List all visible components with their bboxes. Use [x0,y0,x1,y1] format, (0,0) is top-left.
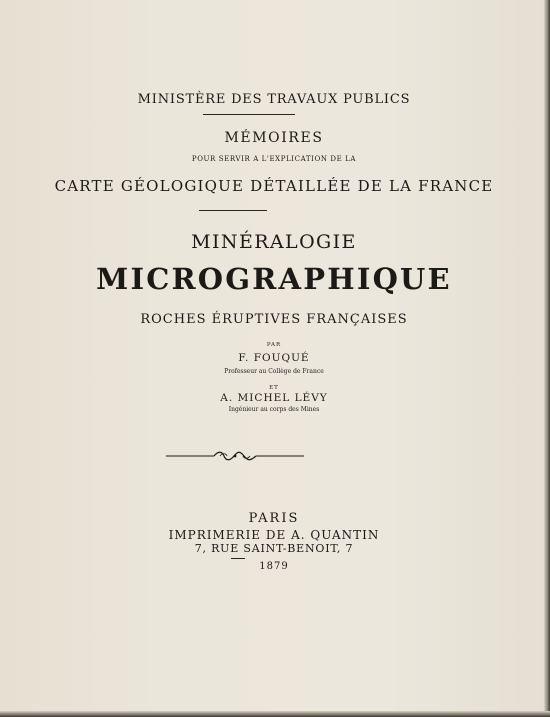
author-affiliation: Professeur au Collège de France [224,368,324,375]
series-subtitle: POUR SERVIR A L'EXPLICATION DE LA [191,155,357,163]
ministry-heading: MINISTÈRE DES TRAVAUX PUBLICS [137,92,411,107]
by-label: PAR [266,342,282,348]
and-label: ET [269,385,279,391]
author-name: F. FOUQUÉ [238,352,310,364]
imprint-year: 1879 [259,561,289,572]
page-edge-shadow [544,0,550,717]
author-affiliation: Ingénieur au corps des Mines [228,406,320,413]
divider-rule [199,210,267,211]
divider-rule [203,114,295,115]
series-title: MÉMOIRES [224,130,324,146]
imprint-city: PARIS [248,511,300,526]
book-subtitle: ROCHES ÉRUPTIVES FRANÇAISES [140,312,408,327]
page-edge-shadow [0,711,550,717]
series-name: CARTE GÉOLOGIQUE DÉTAILLÉE DE LA FRANCE [54,177,494,195]
book-title-line2: MICROGRAPHIQUE [96,262,452,296]
ornament-flourish-icon [164,449,306,463]
divider-rule [231,558,245,559]
imprint-printer: IMPRIMERIE DE A. QUANTIN [168,528,380,542]
book-title-line1: MINÉRALOGIE [191,231,357,253]
imprint-address: 7, RUE SAINT-BENOIT, 7 [194,542,354,555]
author-name: A. MICHEL LÉVY [220,392,328,404]
